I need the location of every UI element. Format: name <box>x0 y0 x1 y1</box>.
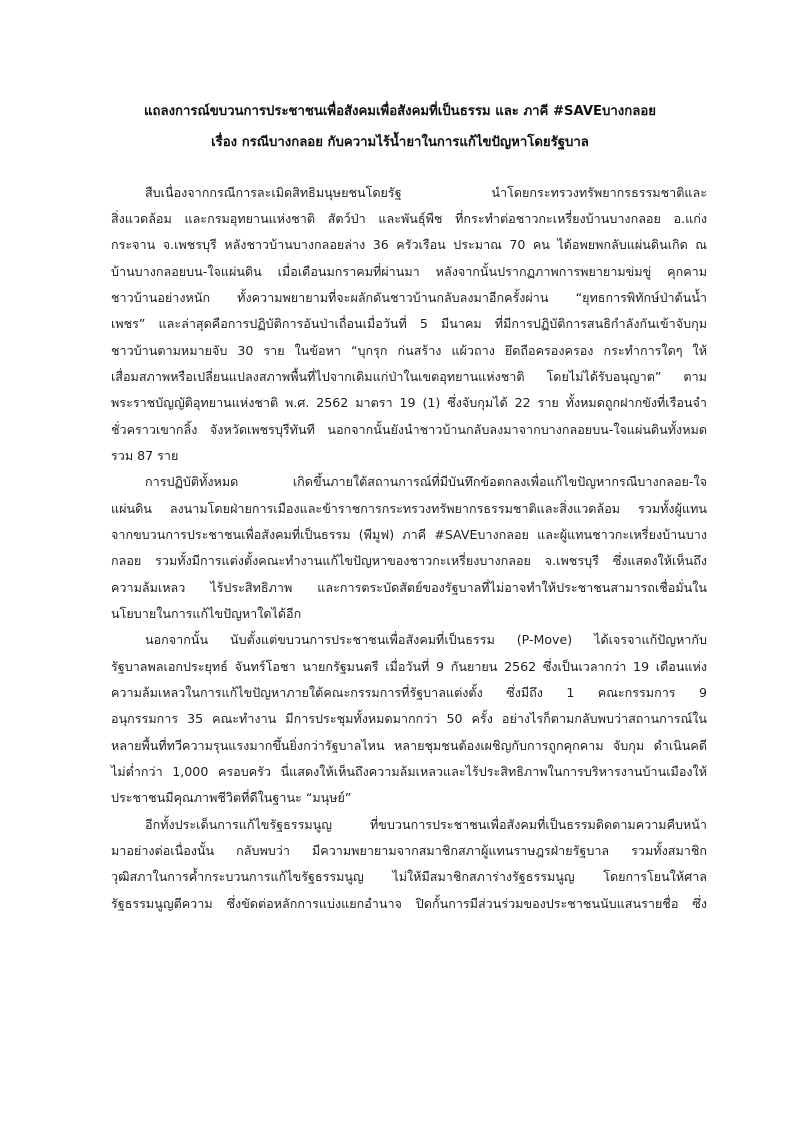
paragraph-line: นอกจากนั้น นับตั้งแต่ขบวนการประชาชนเพื่อสังคมที่เป็นธรรม (P-Move) ได้เจรจาแก้ปัญหากับ <box>145 632 707 647</box>
paragraph-line: จากขบวนการประชาชนเพื่อสังคมที่เป็นธรรม (พีมูฟ) ภาคี #SAVEบางกลอย และผู้แทนชาวกะเหรี่ยงบ้านบาง <box>111 527 707 542</box>
paragraph-line: ความล้มเหลว ไร้ประสิทธิภาพ และการตระบัดสัตย์ของรัฐบาลที่ไม่อาจทำให้ประชาชนสามารถเชื่อมั่นใน <box>111 580 707 595</box>
paragraph-line: รวม 87 ราย <box>111 448 179 463</box>
paragraph-line: ชั่วคราวเขากลิ้ง จังหวัดเพชรบุรีทันที นอกจากนั้นยังนำชาวบ้านกลับลงมาจากบางกลอยบน-ใจแผ่นดินทั้งหมด <box>111 422 707 437</box>
paragraph-line: ชาวบ้านตามหมายจับ 30 ราย ในข้อหา “บุกรุก ก่นสร้าง แผ้วถาง ยึดถือครองครอง กระทำการใดๆ ให้ <box>111 343 707 358</box>
paragraph-line: บ้านบางกลอยบน-ใจแผ่นดิน เมื่อเดือนมกราคมที่ผ่านมา หลังจากนั้นปรากฏภาพการพยายามข่มขู่ คุกคาม <box>111 264 707 279</box>
paragraph-line: กลอย รวมทั้งมีการแต่งตั้งคณะทำงานแก้ไขปัญหาของชาวกะเหรี่ยงบางกลอย จ.เพชรบุรี ซึ่งแสดงให้เห็นถึง <box>111 553 707 568</box>
paragraph-line: กระจาน จ.เพชรบุรี หลังชาวบ้านบางกลอยล่าง 36 ครัวเรือน ประมาณ 70 คน ได้อพยพกลับแผ่นดินเกิด ณ <box>111 237 707 252</box>
paragraph-line: รัฐธรรมนูญตีความ ซึ่งขัดต่อหลักการแบ่งแยกอำนาจ ปิดกั้นการมีส่วนร่วมของประชาชนนับแสนรายชื่อ ซึ่ง <box>111 896 707 911</box>
paragraph-line: พระราชบัญญัติอุทยานแห่งชาติ พ.ศ. 2562 มาตรา 19 (1) ซึ่งจับกุมได้ 22 ราย ทั้งหมดถูกฝากขังที่เรือนจำ <box>111 395 707 410</box>
paragraph-line: รัฐบาลพลเอกประยุทธ์ จันทร์โอชา นายกรัฐมนตรี เมื่อวันที่ 9 กันยายน 2562 ซึ่งเป็นเวลากว่า 19 เดือนแห่ง <box>111 659 707 674</box>
paragraph-line: มาอย่างต่อเนื่องนั้น กลับพบว่า มีความพยายามจากสมาชิกสภาผู้แทนราษฎรฝ่ายรัฐบาล รวมทั้งสมาชิก <box>111 843 707 858</box>
paragraph-line: สิ่งแวดล้อม และกรมอุทยานแห่งชาติ สัตว์ป่า และพันธุ์พืช ที่กระทำต่อชาวกะเหรี่ยงบ้านบางกลอย อ.แก่ง <box>111 211 707 226</box>
paragraph-line: เสื่อมสภาพหรือเปลี่ยนแปลงสภาพพื้นที่ไปจากเดิมแก่ป่าในเขตอุทยานแห่งชาติ โดยไม่ได้รับอนุญาต” ตาม <box>111 369 707 384</box>
paragraph-line: อนุกรรมการ 35 คณะทำงาน มีการประชุมทั้งหมดมากกว่า 50 ครั้ง อย่างไรก็ตามกลับพบว่าสถานการณ์ใน <box>111 711 707 726</box>
paragraph-line: แผ่นดิน ลงนามโดยฝ่ายการเมืองและข้าราชการกระทรวงทรัพยากรธรรมชาติและสิ่งแวดล้อม รวมทั้งผู้แทน <box>111 501 707 516</box>
paragraph-line: ความล้มเหลวในการแก้ไขปัญหาภายใต้คณะกรรมการที่รัฐบาลแต่งตั้ง ซึ่งมีถึง 1 คณะกรรมการ 9 <box>111 685 707 700</box>
document-subtitle: เรื่อง กรณีบางกลอย กับความไร้น้ำยาในการแก้ไขปัญหาโดยรัฐบาล <box>211 135 589 150</box>
paragraph-line: วุฒิสภาในการค้ำกระบวนการแก้ไขรัฐธรรมนูญ ไม่ให้มีสมาชิกสภาร่างรัฐธรรมนูญ โดยการโยนให้ศาล <box>111 869 707 884</box>
paragraph-line: อีกทั้งประเด็นการแก้ไขรัฐธรรมนูญ ที่ขบวนการประชาชนเพื่อสังคมที่เป็นธรรมติดตามความคืบหน้า <box>145 817 707 832</box>
paragraph-line: ประชาชนมีคุณภาพชีวิตที่ดีในฐานะ “มนุษย์” <box>111 790 352 805</box>
paragraph-line: สืบเนื่องจากกรณีการละเมิดสิทธิมนุษยชนโดยรัฐ นำโดยกระทรวงทรัพยากรธรรมชาติและ <box>145 185 707 200</box>
paragraph-line: การปฏิบัติทั้งหมด เกิดขึ้นภายใต้สถานการณ์ที่มีบันทึกข้อตกลงเพื่อแก้ไขปัญหากรณีบางกลอย-ใจ <box>145 474 707 489</box>
paragraph-line: ไม่ต่ำกว่า 1,000 ครอบครัว นี่แสดงให้เห็นถึงความล้มเหลวและไร้ประสิทธิภาพในการบริหารงานบ้านเมืองให้ <box>111 764 707 779</box>
paragraph-line: นโยบายในการแก้ไขปัญหาใดได้อีก <box>111 606 302 621</box>
paragraph-line: เพชร” และล่าสุดคือการปฏิบัติการอันป่าเถื่อนเมื่อวันที่ 5 มีนาคม ที่มีการปฏิบัติการสนธิกำลังกันเข้าจับกุม <box>111 316 707 331</box>
paragraph-line: ชาวบ้านอย่างหนัก ทั้งความพยายามที่จะผลักดันชาวบ้านกลับลงมาอีกครั้งผ่าน “ยุทธการพิทักษ์ป่าต้นน้ำ <box>111 290 707 305</box>
paragraph-line: หลายพื้นที่ทวีความรุนแรงมากขึ้นยิ่งกว่ารัฐบาลไหน หลายชุมชนต้องเผชิญกับการถูกคุกคาม จับกุม ดำเนินคดี <box>111 738 707 753</box>
document-title: แถลงการณ์ขบวนการประชาชนเพื่อสังคมเพื่อสังคมที่เป็นธรรม และ ภาคี #SAVEบางกลอย <box>144 104 656 119</box>
